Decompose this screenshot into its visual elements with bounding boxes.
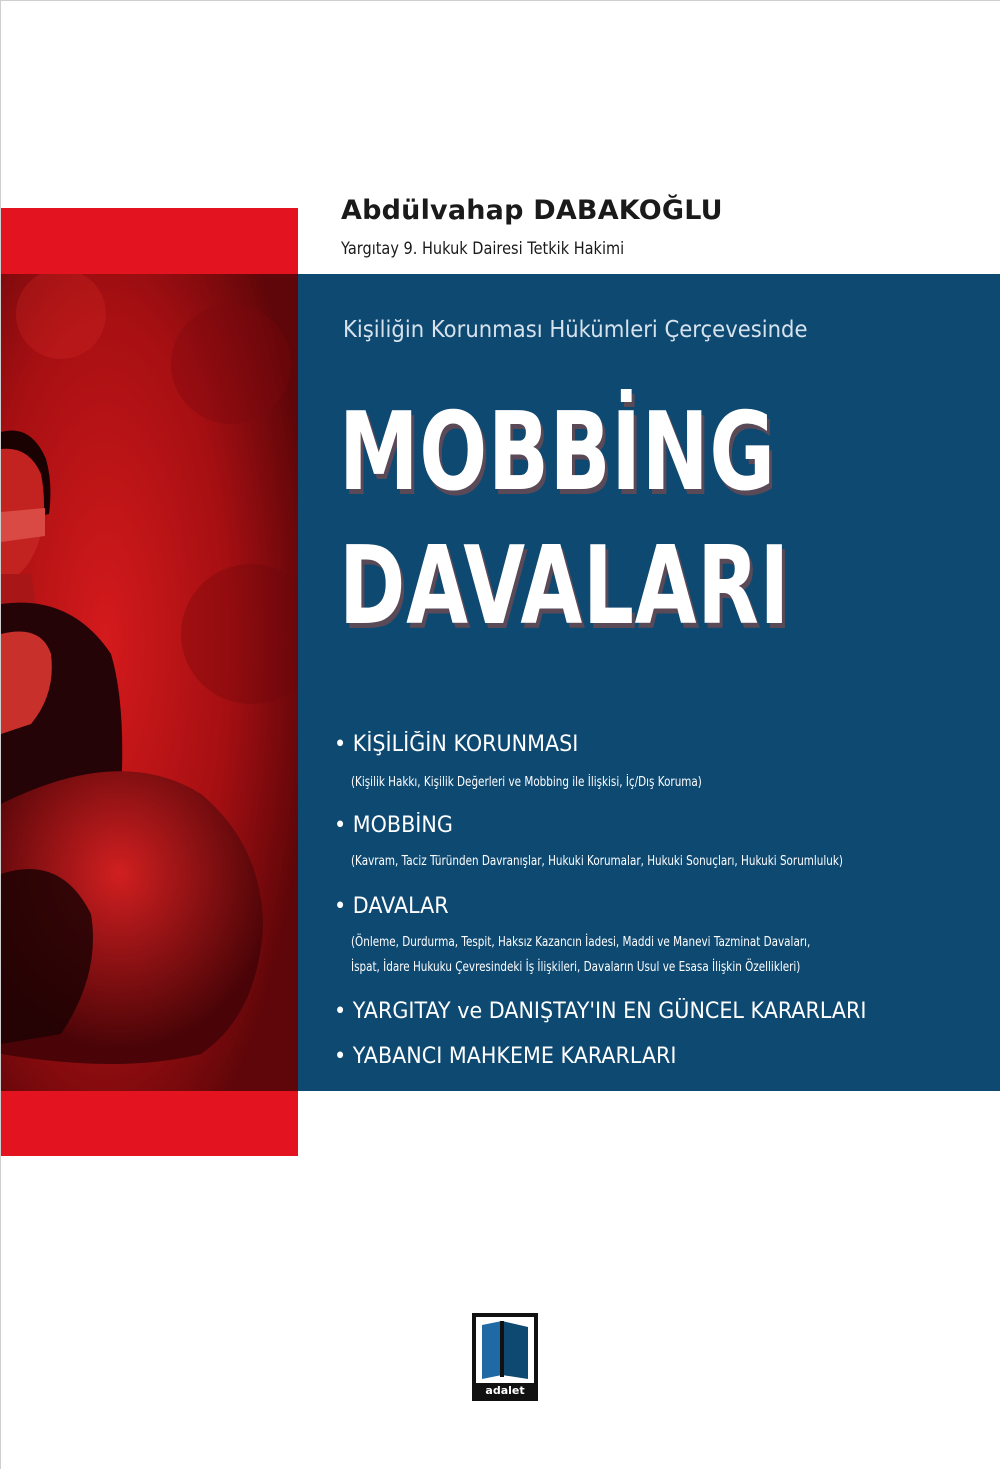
topic-heading: • YARGITAY ve DANIŞTAY'IN EN GÜNCEL KARARLARI xyxy=(334,999,867,1024)
author-title: Yargıtay 9. Hukuk Dairesi Tetkik Hakimi xyxy=(341,239,625,258)
gagged-woman-illustration xyxy=(1,274,298,1091)
topic-heading: • KİŞİLİĞİN KORUNMASI xyxy=(334,732,579,757)
topic-detail: (Kavram, Taciz Türünden Davranışlar, Hukuki Korumalar, Hukuki Sonuçları, Hukuki Sorumluluk) xyxy=(351,854,843,869)
publisher-name: adalet xyxy=(485,1384,525,1397)
topic-detail: (Önleme, Durdurma, Tespit, Haksız Kazancın İadesi, Maddi ve Manevi Tazminat Davaları, xyxy=(351,935,811,950)
book-subtitle: Kişiliğin Korunması Hükümleri Çerçevesinde xyxy=(343,317,808,343)
topic-detail: (Kişilik Hakkı, Kişilik Değerleri ve Mobbing ile İlişkisi, İç/Dış Koruma) xyxy=(351,775,702,790)
author-name: Abdülvahap DABAKOĞLU xyxy=(341,195,723,226)
topic-heading: • DAVALAR xyxy=(334,894,449,919)
cover-photo xyxy=(1,274,298,1091)
book-title-line-2: DAVALARI xyxy=(339,524,791,649)
topic-detail: İspat, İdare Hukuku Çevresindeki İş İlişkileri, Davaların Usul ve Esasa İlişkin Özellikleri) xyxy=(351,960,801,975)
topic-heading: • MOBBİNG xyxy=(334,813,453,838)
topic-heading: • YABANCI MAHKEME KARARLARI xyxy=(334,1044,677,1069)
book-title-line-1: MOBBİNG xyxy=(339,390,776,515)
